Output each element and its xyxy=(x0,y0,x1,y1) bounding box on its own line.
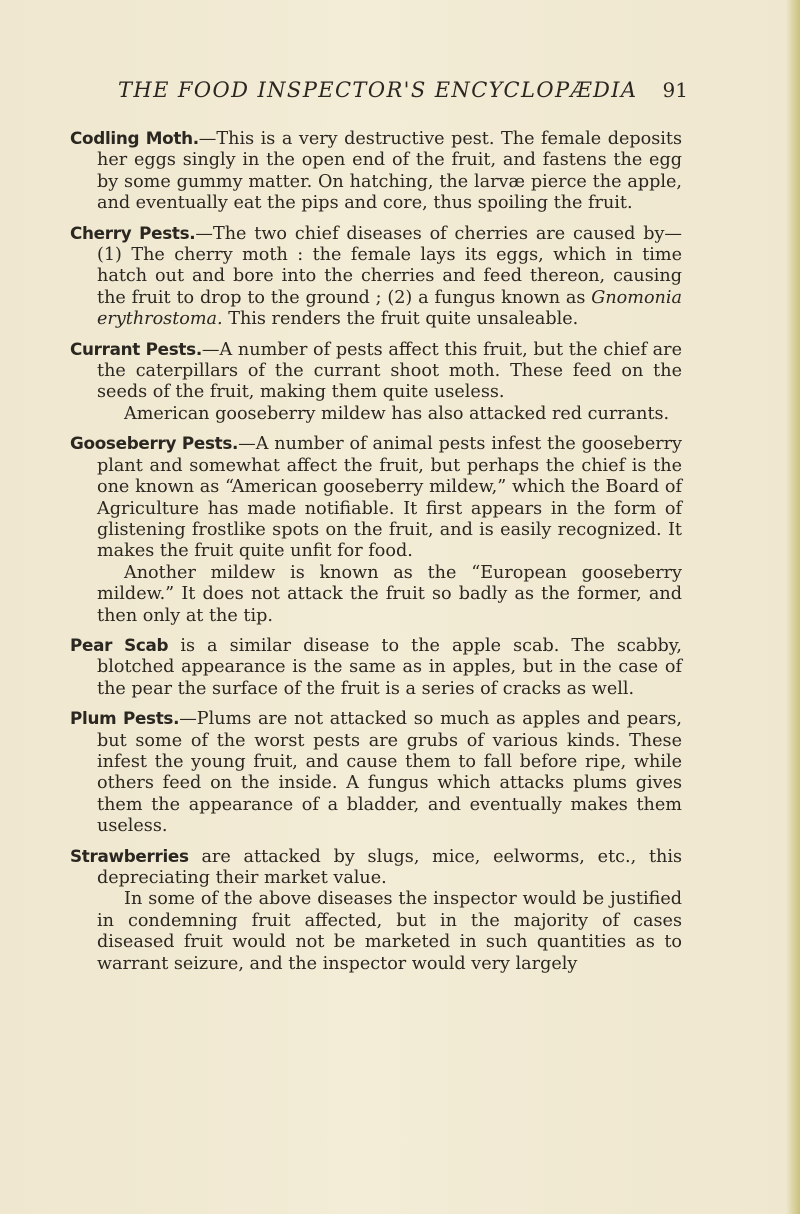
entry-term: Strawberries xyxy=(70,845,189,866)
continuation-paragraph: American gooseberry mildew has also attacked red currants. xyxy=(124,403,670,424)
entry-codling-moth xyxy=(70,128,682,215)
paragraph xyxy=(70,433,682,562)
page-header xyxy=(118,78,688,112)
paragraph xyxy=(70,128,682,215)
entry-cherry-pests xyxy=(70,223,682,331)
entry-currant-pests xyxy=(70,339,682,426)
continuation-paragraph: In some of the above diseases the inspector would be justified in condemning fruit affected, but in the majority of cases diseased fruit would not be marketed in such quantities as to warrant seizure, and the inspector would very largely xyxy=(97,889,682,974)
paragraph xyxy=(70,708,682,837)
entry-text: —A number of pests affect this fruit, but the chief are the caterpillars of the currant shoot moth. These feed on the seeds of the fruit, making them quite useless. xyxy=(97,339,682,403)
page-number: 91 xyxy=(662,78,688,102)
entry-pear-scab xyxy=(70,635,682,700)
continuation-paragraph: Another mildew is known as the “European gooseberry mildew.” It does not attack the fruit so badly as the former, and then only at the tip. xyxy=(97,562,682,626)
entry-term: Pear Scab xyxy=(70,634,169,655)
entry-term: Plum Pests. xyxy=(70,708,180,729)
entry-text: —Plums are not attacked so much as apples and pears, but some of the worst pests are grubs of various kinds. These infest the young fruit, and cause them to fall before ripe, while others feed on the inside. A fungus which attacks plums gives them the appearance of a bladder, and eventually makes them useless. xyxy=(97,709,682,837)
entry-text: —The two chief diseases of cherries are caused by— (1) The cherry moth : the female lays its eggs, which in time hatch out and bore into the cherries and feed thereon, causing the fruit to drop to the ground ; (2) a fungus known as xyxy=(97,223,682,308)
entry-text: —This is a very destructive pest. The female deposits her eggs singly in the open end of the fruit, and fastens the egg by some gummy matter. On hatching, the larvæ pierce the apple, and eventually eat the pips and core, thus spoiling the fruit. xyxy=(97,129,682,214)
entry-plum-pests xyxy=(70,708,682,837)
entry-text: are attacked by slugs, mice, eelworms, etc., this depreciating their market value. xyxy=(97,846,682,888)
running-head: THE FOOD INSPECTOR'S ENCYCLOPÆDIA xyxy=(118,78,638,102)
entry-term: Currant Pests. xyxy=(70,338,202,359)
latin-name: Gnomonia erythrostoma. xyxy=(97,287,682,330)
entry-gooseberry-pests xyxy=(70,433,682,627)
entry-term: Cherry Pests. xyxy=(70,222,196,243)
entry-strawberries xyxy=(70,846,682,975)
entry-text: This renders the fruit quite unsaleable. xyxy=(222,309,579,330)
entry-text: is a similar disease to the apple scab. The scabby, blotched appearance is the same as in apples, but in the case of the pear the surface of the fruit is a series of cracks as well. xyxy=(97,635,683,699)
paragraph xyxy=(70,339,682,404)
paragraph xyxy=(70,223,682,331)
page-edge-shadow xyxy=(786,0,800,1214)
entry-term: Codling Moth. xyxy=(70,128,199,148)
body-text xyxy=(70,128,682,983)
entry-text: —A number of animal pests infest the gooseberry plant and somewhat affect the fruit, but perhaps the chief is the one known as “American gooseberry mildew,” which the Board of Agriculture has made notifiable. It first appears in the form of glistening frostlike spots on the fruit, and is easily recognized. It makes the fruit quite unfit for food. xyxy=(97,434,682,562)
paragraph xyxy=(70,635,682,700)
entry-term: Gooseberry Pests. xyxy=(70,433,239,454)
paragraph xyxy=(70,846,682,890)
